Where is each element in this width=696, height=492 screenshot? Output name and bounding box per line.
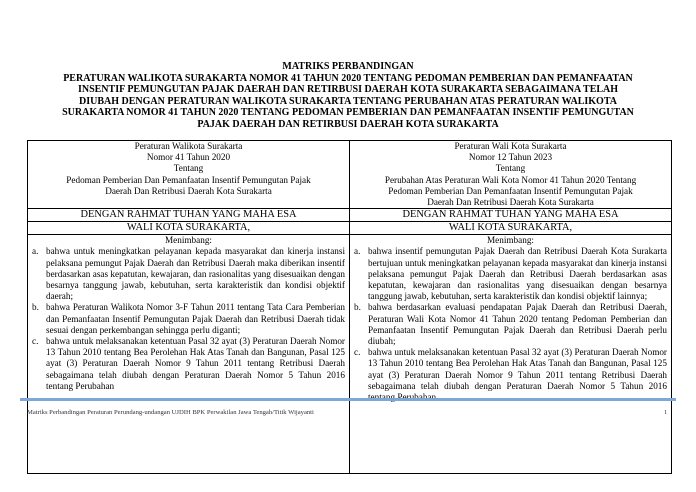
footer-text: Matriks Perbandingan Peraturan Perundang-undangan UJDIH BPK Perwakilan Jawa Tengah/Titik Wijayanti: [27, 409, 314, 416]
left-header-line: Tentang: [173, 163, 204, 174]
left-header-line: Nomor 41 Tahun 2020: [146, 152, 231, 163]
list-item: [354, 347, 667, 403]
right-header-line: Tentang: [495, 163, 526, 174]
item-marker: a.: [354, 246, 361, 257]
item-text: bahwa Peraturan Walikota Nomor 3-F Tahun 2011 tentang Tata Cara Pemberian dan Pemanfaatan Insentif Pemungutan Pajak Daerah dan Retribusi Daerah tidak sesuai dengan perkembangan sehingga perlu diganti;: [46, 302, 345, 335]
left-menimbang-cell: [28, 235, 350, 474]
item-text: bahwa untuk melaksanakan ketentuan Pasal 32 ayat (3) Peraturan Daerah Nomor 13 Tahun 2010 tentang Bea Perolehan Hak Atas Tanah dan Bangunan, Pasal 125 ayat (3) Peraturan Daerah Nomor 9 Tahun 2011 tentang Retribusi Daerah sebagaimana telah diubah dengan Peraturan Daerah Nomor 5 Tahun 2016: [368, 347, 667, 391]
left-wali: WALI KOTA SURAKARTA,: [28, 222, 350, 235]
left-header-cell: [28, 141, 350, 209]
right-header-line: Perubahan Atas Peraturan Wali Kota Nomor 41 Tahun 2020 Tentang: [384, 174, 637, 185]
title-line: SURAKARTA NOMOR 41 TAHUN 2020 TENTANG PEDOMAN PEMBERIAN DAN PEMANFAATAN INSENTIF PEMUNGUTAN: [62, 107, 634, 119]
list-item: [32, 302, 345, 336]
left-menimbang-label: Menimbang:: [165, 235, 212, 246]
item-marker: b.: [354, 302, 361, 313]
list-item: [32, 336, 345, 392]
left-rahmat: DENGAN RAHMAT TUHAN YANG MAHA ESA: [28, 209, 350, 222]
right-header-cell: [350, 141, 672, 209]
left-considerations-list: [32, 246, 345, 392]
item-marker: b.: [32, 302, 39, 313]
wali-row: [28, 222, 672, 235]
right-rahmat: DENGAN RAHMAT TUHAN YANG MAHA ESA: [350, 209, 672, 222]
document-title: [20, 61, 676, 131]
right-header-line: Daerah Dan Retribusi Daerah Kota Surakarta: [427, 197, 594, 208]
item-text: bahwa untuk melaksanakan ketentuan Pasal 32 ayat (3) Peraturan Daerah Nomor 13 Tahun 2010 tentang Bea Perolehan Hak Atas Tanah dan Bangunan, Pasal 125 ayat (3) Peraturan Daerah Nomor 9 Tahun 2011 tentang Retribusi Daerah sebagaimana telah diubah dengan Peraturan Daerah Nomor 5 Tahun 2016 tentang Perubahan: [46, 336, 345, 391]
right-menimbang-label: Menimbang:: [487, 235, 534, 246]
title-line: INSENTIF PEMUNGUTAN PAJAK DAERAH DAN RETIRBUSI DAERAH KOTA SURAKARTA SEBAGAIMANA TELAH: [77, 84, 619, 96]
list-item: [32, 246, 345, 302]
title-line: DIUBAH DENGAN PERATURAN WALIKOTA SURAKARTA TENTANG PERUBAHAN ATAS PERATURAN WALIKOTA: [79, 95, 617, 107]
item-marker: a.: [32, 246, 39, 257]
header-row: [28, 141, 672, 209]
item-marker: c.: [32, 336, 39, 347]
page-number: 1: [664, 409, 668, 416]
right-wali: WALI KOTA SURAKARTA,: [350, 222, 672, 235]
rahmat-row: [28, 209, 672, 222]
left-header-line: Daerah Dan Retribusi Daerah Kota Surakarta: [105, 185, 272, 196]
right-menimbang-cell: [350, 235, 672, 474]
left-header-line: Pedoman Pemberian Dan Pemanfaatan Insentif Pemungutan Pajak: [66, 174, 311, 185]
right-considerations-list: [354, 246, 667, 403]
title-line: PAJAK DAERAH DAN RETIRBUSI DAERAH KOTA SURAKARTA: [197, 118, 499, 130]
title-line: PERATURAN WALIKOTA SURAKARTA NOMOR 41 TAHUN 2020 TENTANG PEDOMAN PEMBERIAN DAN PEMANFAATAN: [63, 72, 633, 84]
item-text: bahwa berdasarkan evaluasi pendapatan Pajak Daerah dan Retribusi Daerah, Peraturan Wali Kota Nomor 41 Tahun 2020 tentang Pedoman Pemberian dan Pemanfaatan Insentif Pemungutan Pajak Daerah dan Retribusi Daerah perlu diubah;: [368, 302, 667, 347]
right-header-line: Pedoman Pemberian Dan Pemanfaatan Insentif Pemungutan Pajak: [388, 185, 633, 196]
menimbang-row: [28, 235, 672, 474]
list-item: [354, 246, 667, 302]
footer-divider: [20, 398, 676, 401]
item-marker: c.: [354, 347, 361, 358]
left-header-line: Peraturan Walikota Surakarta: [134, 141, 243, 151]
right-header-line: Peraturan Wali Kota Surakarta: [454, 141, 567, 151]
list-item: [354, 302, 667, 347]
item-text: bahwa insentif pemungutan Pajak Daerah dan Retribusi Daerah Kota Surakarta bertujuan untuk meningkatkan pelayanan kepada masyarakat dan kinerja instansi pelaksana pemungut Pajak Daerah dan Retribusi Daerah berdasarkan asas kepatutan, kewajaran dan rasionalitas yang disesuaikan dengan besarnya tanggung jawab, kebutuhan, serta karakteristik dan kondisi objektif lainnya;: [368, 246, 667, 302]
title-line: MATRIKS PERBANDINGAN: [282, 61, 414, 72]
item-text: bahwa untuk meningkatkan pelayanan kepada masyarakat dan kinerja instansi pelaksana pemungut Pajak Daerah dan Retribusi Daerah maka diberikan insentif berdasarkan asas kepatutan, kewajaran, dan rasionalitas yang disesuaikan dengan besarnya tanggung jawab, kebutuhan, serta karakteristik dan kondisi objektif daerah;: [46, 246, 345, 302]
right-header-line: Nomor 12 Tahun 2023: [468, 152, 553, 163]
comparison-table: [27, 140, 672, 474]
